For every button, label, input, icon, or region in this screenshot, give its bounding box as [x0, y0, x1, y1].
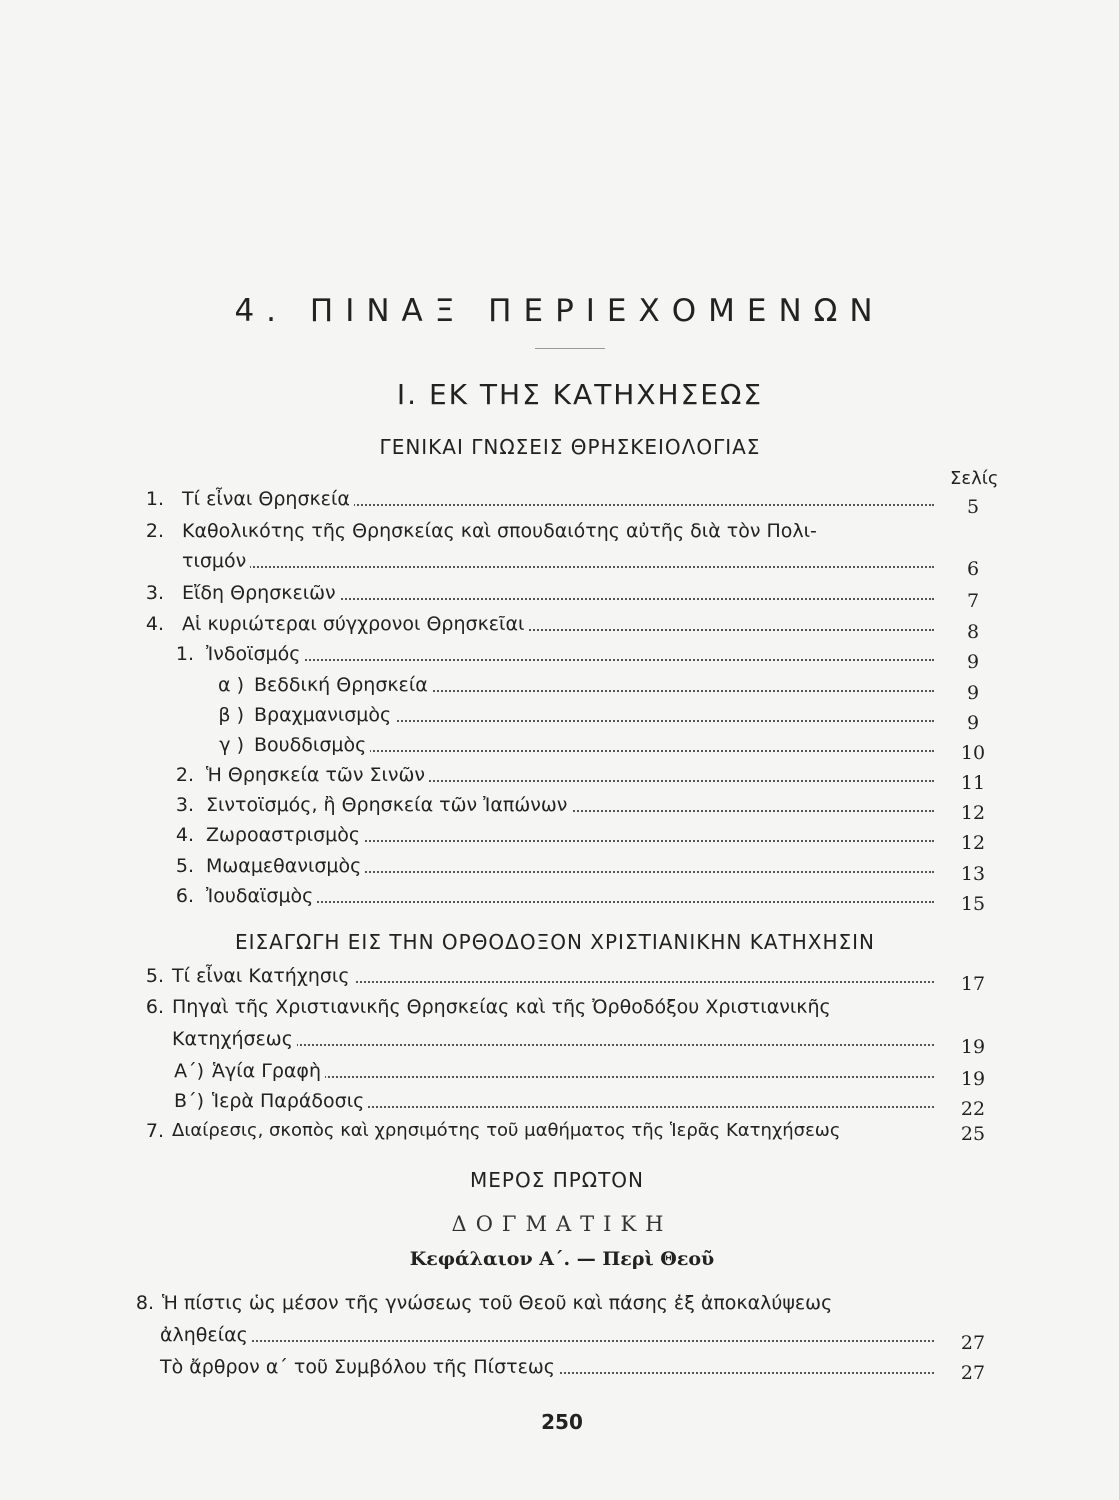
entry-page: 6	[966, 558, 980, 580]
dogmatics-heading: ΔΟΓΜΑΤΙΚΗ	[451, 1212, 673, 1236]
entry-number: Β΄)	[174, 1090, 204, 1112]
entry-page: 9	[966, 651, 980, 673]
entry-text: Μωαμεθανισμὸς	[206, 855, 365, 877]
entry-page: 12	[960, 832, 986, 854]
entry-number: α )	[218, 674, 244, 696]
entry-number: 4.	[145, 613, 164, 635]
entry-number: 4.	[175, 824, 194, 846]
entry-page: 27	[960, 1332, 986, 1354]
entry-page: 8	[966, 621, 980, 643]
entry-number: 2.	[145, 520, 164, 542]
toc-entry	[0, 674, 1119, 702]
entry-text: Εἴδη Θρησκειῶν	[182, 582, 340, 604]
toc-entry	[0, 1292, 1119, 1354]
entry-page: 19	[960, 1068, 986, 1090]
toc-entry	[0, 855, 1119, 883]
page-title: 4. ΠΙΝΑΞ ΠΕΡΙΕΧΟΜΕΝΩΝ	[234, 293, 885, 329]
toc-entry	[0, 613, 1119, 641]
part-heading: ΜΕΡΟΣ ΠΡΩΤΟΝ	[470, 1168, 644, 1192]
section-title: I. ΕΚ ΤΗΣ ΚΑΤΗΧΗΣΕΩΣ	[396, 378, 764, 411]
title-divider	[535, 348, 605, 349]
toc-entry	[0, 1120, 1119, 1148]
leader-dots	[206, 655, 934, 661]
entry-page: 9	[966, 712, 980, 734]
entry-number: 5.	[145, 965, 164, 987]
entry-text: Ἡ πίστις ὡς μέσον τῆς γνώσεως τοῦ Θεοῦ καὶ πάσης ἐξ ἀποκαλύψεως	[162, 1292, 836, 1314]
entry-text: Ἡ Θρησκεία τῶν Σινῶν	[206, 764, 429, 786]
entry-text: Αἱ κυριώτεραι σύγχρονοι Θρησκεῖαι	[182, 613, 528, 635]
entry-page: 10	[960, 742, 986, 764]
entry-number: 6.	[175, 885, 194, 907]
entry-text-continued: τισμόν	[182, 550, 250, 572]
entry-page: 13	[960, 863, 986, 885]
entry-page: 19	[960, 1036, 986, 1058]
entry-page: 15	[960, 893, 986, 915]
entry-page: 12	[960, 802, 986, 824]
entry-page: 9	[966, 682, 980, 704]
entry-text: Πηγαὶ τῆς Χριστιανικῆς Θρησκείας καὶ τῆς Ὀρθοδόξου Χριστιανικῆς	[172, 996, 835, 1018]
toc-entry	[0, 965, 1119, 993]
leader-dots	[182, 562, 934, 568]
toc-entry	[0, 1090, 1119, 1118]
toc-entry	[0, 996, 1119, 1058]
entry-number: 3.	[145, 582, 164, 604]
entry-page: 5	[966, 496, 980, 518]
toc-entry	[0, 488, 1119, 516]
entry-text: Σιντοϊσμός, ἢ Θρησκεία τῶν Ἰαπώνων	[206, 794, 571, 816]
entry-number: 5.	[175, 855, 194, 877]
toc-entry	[0, 582, 1119, 610]
entry-number: 8.	[135, 1292, 154, 1314]
toc-entry	[0, 824, 1119, 852]
entry-text: Τὸ ἄρθρον α΄ τοῦ Συμβόλου τῆς Πίστεως	[160, 1356, 559, 1378]
entry-number: 1.	[175, 643, 194, 665]
subhead-general-knowledge: ΓΕΝΙΚΑΙ ΓΝΩΣΕΙΣ ΘΡΗΣΚΕΙΟΛΟΓΙΑΣ	[379, 435, 761, 459]
entry-page: 7	[966, 590, 980, 612]
toc-entry	[0, 885, 1119, 913]
entry-number: β )	[218, 704, 244, 726]
toc-entry	[0, 1356, 1119, 1384]
entry-page: 17	[960, 973, 986, 995]
chapter-heading: Κεφάλαιον Α΄. — Περὶ Θεοῦ	[409, 1248, 715, 1270]
entry-text: Ἰουδαϊσμὸς	[206, 885, 317, 907]
entry-text: Ζωροαστρισμὸς	[206, 824, 364, 846]
entry-number: γ )	[219, 734, 244, 756]
entry-text: Τί εἶναι Κατήχησις	[172, 965, 354, 987]
entry-page: 25	[960, 1123, 986, 1145]
toc-entry	[0, 764, 1119, 792]
entry-text-continued: Κατηχήσεως	[172, 1028, 297, 1050]
entry-text: Ἱερὰ Παράδοσις	[212, 1090, 368, 1112]
entry-number: 3.	[175, 794, 194, 816]
footer-page-number: 250	[541, 1410, 583, 1434]
page-column-label: Σελίς	[950, 468, 999, 489]
toc-entry	[0, 1060, 1119, 1088]
entry-text-continued: ἀληθείας	[160, 1324, 252, 1346]
entry-text: Καθολικότης τῆς Θρησκείας καὶ σπουδαιότης αὐτῆς διὰ τὸν Πολι-	[182, 520, 821, 542]
entry-page: 22	[960, 1098, 986, 1120]
entry-number: 6.	[145, 996, 164, 1018]
entry-text: Ἁγία Γραφὴ	[212, 1060, 325, 1082]
entry-page: 11	[960, 772, 986, 794]
entry-text: Τί εἶναι Θρησκεία	[182, 488, 354, 510]
entry-number: 7.	[145, 1120, 164, 1142]
toc-entry	[0, 734, 1119, 762]
toc-entry	[0, 520, 1119, 580]
entry-number: 2.	[175, 764, 194, 786]
entry-number: Α΄)	[174, 1060, 204, 1082]
toc-entry	[0, 704, 1119, 732]
subhead-introduction: ΕΙΣΑΓΩΓΗ ΕΙΣ ΤΗΝ ΟΡΘΟΔΟΞΟΝ ΧΡΙΣΤΙΑΝΙΚΗΝ ΚΑΤΗΧΗΣΙΝ	[234, 930, 876, 954]
entry-number: 1.	[145, 488, 164, 510]
toc-entry	[0, 794, 1119, 822]
entry-page: 27	[960, 1362, 986, 1384]
entry-text: Ἰνδοϊσμός	[206, 643, 304, 665]
entry-text: Βραχμανισμὸς	[254, 704, 395, 726]
entry-text: Διαίρεσις, σκοπὸς καὶ χρησιμότης τοῦ μαθήματος τῆς Ἱερᾶς Κατηχήσεως	[172, 1120, 844, 1141]
toc-entry	[0, 643, 1119, 671]
entry-text: Βεδδική Θρησκεία	[254, 674, 432, 696]
leader-dots	[160, 1336, 934, 1342]
entry-text: Βουδδισμὸς	[254, 734, 370, 756]
